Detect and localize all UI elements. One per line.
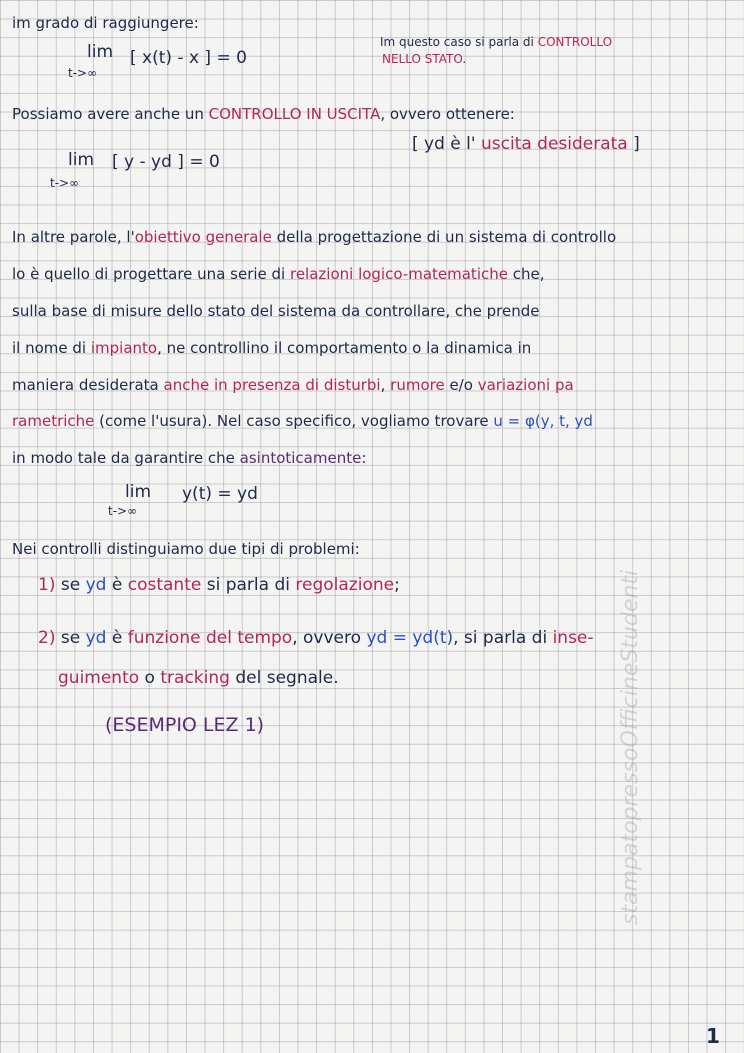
- problem-1-number: 1): [38, 575, 56, 595]
- side-note: [380, 35, 612, 49]
- paragraph-line-6: rametriche (come l'usura). Nel caso specifico, vogliamo trovare u = φ(y, t, yd: [12, 412, 593, 430]
- side-note-text: Im questo caso si parla di: [380, 35, 534, 49]
- limit-expression: [ x(t) - x ] = 0: [130, 48, 247, 68]
- problem-2-number: 2): [38, 628, 56, 648]
- paragraph-line-3: sulla base di misure dello stato del sistema da controllare, che prende: [12, 302, 540, 320]
- parametric-variations-term: variazioni pa: [477, 376, 574, 394]
- problem-2: 2) se yd è funzione del tempo, ovvero yd = yd(t), si parla di inse-: [38, 628, 594, 648]
- desired-output-close: ]: [633, 134, 640, 154]
- constant-term: costante: [127, 575, 202, 595]
- desired-output-highlight: uscita desiderata: [480, 134, 628, 154]
- tracking-term-end: guimento: [58, 668, 140, 688]
- output-control-end: , ovvero ottenere:: [380, 105, 515, 123]
- watermark: stampatopressoOfficineStudenti: [618, 569, 643, 925]
- paragraph-line-1: In altre parole, l'obiettivo generale della progettazione di un sistema di controllo: [12, 228, 617, 246]
- yd-symbol-2: yd: [85, 628, 107, 648]
- general-objective: obiettivo generale: [134, 228, 272, 246]
- paragraph-line-2: lo è quello di progettare una serie di relazioni logico-matematiche che,: [12, 265, 545, 283]
- yd-time-expression: yd = yd(t): [366, 628, 454, 648]
- limit-label: lim: [87, 42, 114, 62]
- limit-subscript: t->∞: [68, 66, 98, 80]
- side-note-highlight: CONTROLLO: [537, 35, 613, 49]
- side-note-line2: [382, 52, 466, 66]
- side-note-end: .: [462, 52, 467, 66]
- output-control-line: [12, 105, 515, 123]
- paragraph-line-4: il nome di impianto, ne controllino il comportamento o la dinamica in: [12, 339, 532, 357]
- side-note-highlight-2: NELLO STATO: [382, 52, 463, 66]
- paragraph-line-7: in modo tale da garantire che asintoticamente:: [12, 449, 367, 467]
- limit-expression-2: [ y - yd ] = 0: [112, 152, 220, 172]
- time-function-term: funzione del tempo: [127, 628, 293, 648]
- plant-term: impianto: [90, 339, 158, 357]
- desired-output-open: [ yd: [412, 134, 445, 154]
- parametric-term-cont: rametriche: [12, 412, 95, 430]
- output-control-text: Possiamo avere anche un: [12, 105, 204, 123]
- header-line: im grado di raggiungere:: [12, 14, 199, 32]
- desired-output-note: [412, 134, 640, 154]
- control-law: u = φ(y, t, yd: [493, 412, 593, 430]
- yd-symbol-1: yd: [85, 575, 107, 595]
- tracking-english: tracking: [160, 668, 230, 688]
- problems-intro: Nei controlli distinguiamo due tipi di problemi:: [12, 540, 360, 558]
- example-reference: (ESEMPIO LEZ 1): [105, 714, 265, 736]
- regulation-term: regolazione: [295, 575, 395, 595]
- page-number: 1: [706, 1024, 720, 1048]
- limit-subscript-2: t->∞: [50, 176, 80, 190]
- paragraph-line-5: maniera desiderata anche in presenza di disturbi, rumore e/o variazioni pa: [12, 376, 574, 394]
- asymptotically-term: asintoticamente: [239, 449, 362, 467]
- limit-subscript-3: t->∞: [108, 504, 138, 518]
- limit-label-3: lim: [125, 482, 152, 502]
- output-control-highlight: CONTROLLO IN USCITA: [208, 105, 381, 123]
- limit-label-2: lim: [68, 150, 95, 170]
- problem-2-cont: guimento o tracking del segnale.: [58, 668, 339, 688]
- problem-1: 1) se yd è costante si parla di regolazione;: [38, 575, 400, 595]
- disturbances-term: anche in presenza di disturbi: [163, 376, 381, 394]
- tracking-term-start: inse-: [552, 628, 594, 648]
- desired-output-mid: è l': [450, 134, 476, 154]
- logic-math-relations: relazioni logico-matematiche: [289, 265, 508, 283]
- noise-term: rumore: [390, 376, 445, 394]
- limit-expression-3: y(t) = yd: [182, 484, 258, 504]
